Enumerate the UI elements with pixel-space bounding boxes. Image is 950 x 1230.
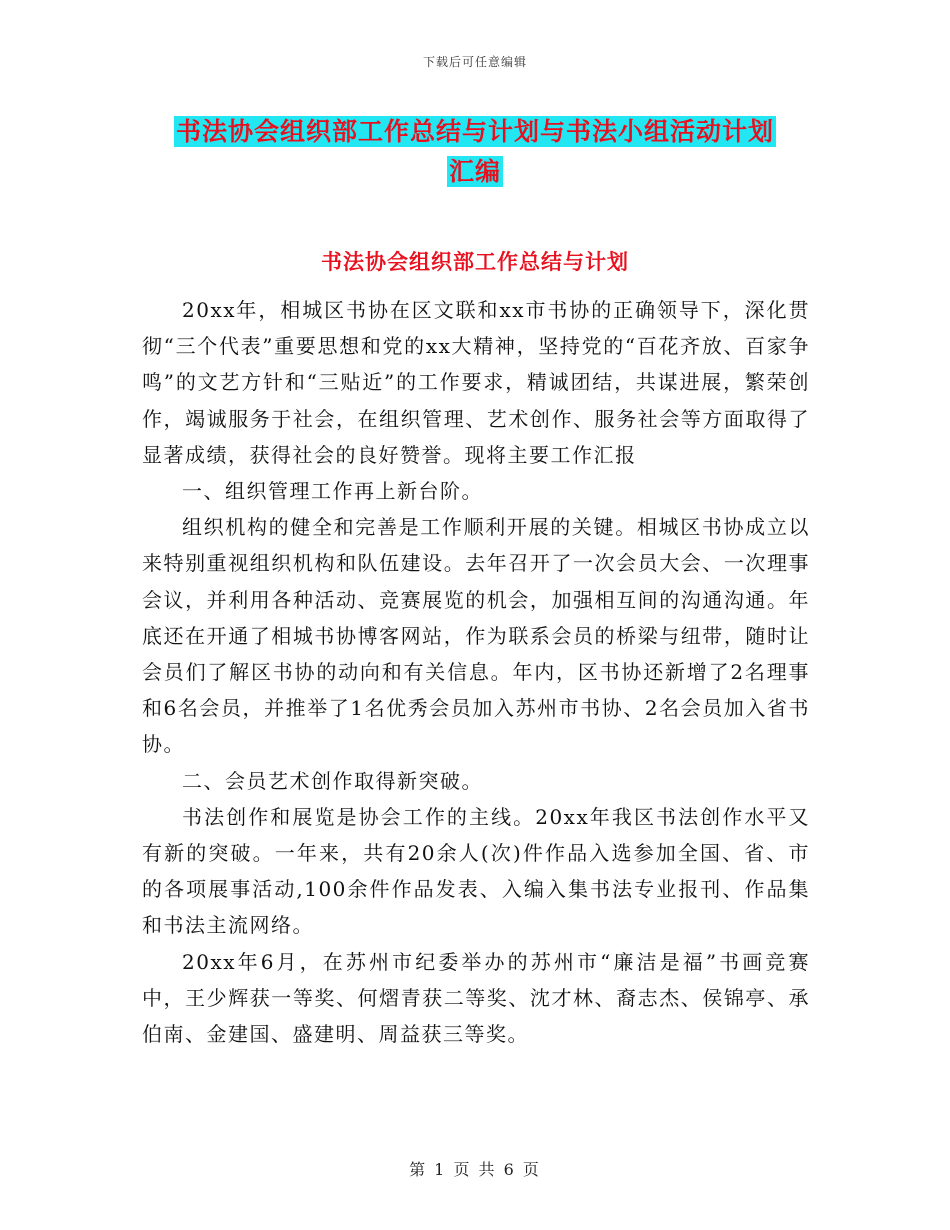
body-text bbox=[142, 292, 810, 1052]
paragraph-competition: 20xx年6月，在苏州市纪委举办的苏州市“廉洁是福”书画竞赛中，王少辉获一等奖、何熠青获二等奖、沈才林、裔志杰、侯锦亭、承伯南、金建国、盛建明、周益获三等奖。 bbox=[142, 949, 810, 1047]
paragraph-creation: 书法创作和展览是协会工作的主线。20xx年我区书法创作水平又有新的突破。一年来，共有20余人(次)件作品入选参加全国、省、市的各项展事活动,100余件作品发表、入编入集书法专业报刊、作品集和书法主流网络。 bbox=[142, 804, 810, 938]
document-title bbox=[140, 112, 810, 192]
heading-creation: 二、会员艺术创作取得新突破。 bbox=[182, 768, 483, 793]
paragraph-intro: 20xx年，相城区书协在区文联和xx市书协的正确领导下，深化贯彻“三个代表”重要思想和党的xx大精神，坚持党的“百花齐放、百家争鸣”的文艺方针和“三贴近”的工作要求，精诚团结，共谋进展，繁荣创作，竭诚服务于社会，在组织管理、艺术创作、服务社会等方面取得了显著成绩，获得社会的良好赞誉。现将主要工作汇报 bbox=[142, 298, 810, 467]
header-note: 下载后可任意编辑 bbox=[422, 55, 527, 69]
page-footer: 第 1 页 共 6 页 bbox=[409, 1160, 541, 1179]
heading-organization: 一、组织管理工作再上新台阶。 bbox=[182, 479, 483, 504]
document-title-line2: 汇编 bbox=[448, 157, 501, 186]
document-title-line1: 书法协会组织部工作总结与计划与书法小组活动计划 bbox=[175, 117, 774, 146]
section-title: 书法协会组织部工作总结与计划 bbox=[321, 249, 629, 274]
paragraph-organization: 组织机构的健全和完善是工作顺利开展的关键。相城区书协成立以来特别重视组织机构和队伍建设。去年召开了一次会员大会、一次理事会议，并利用各种活动、竞赛展览的机会，加强相互间的沟通沟通。年底还在开通了相城书协博客网站，作为联系会员的桥梁与纽带，随时让会员们了解区书协的动向和有关信息。年内，区书协还新增了2名理事和6名会员，并推举了1名优秀会员加入苏州市书协、2名会员加入省书协。 bbox=[142, 515, 810, 757]
